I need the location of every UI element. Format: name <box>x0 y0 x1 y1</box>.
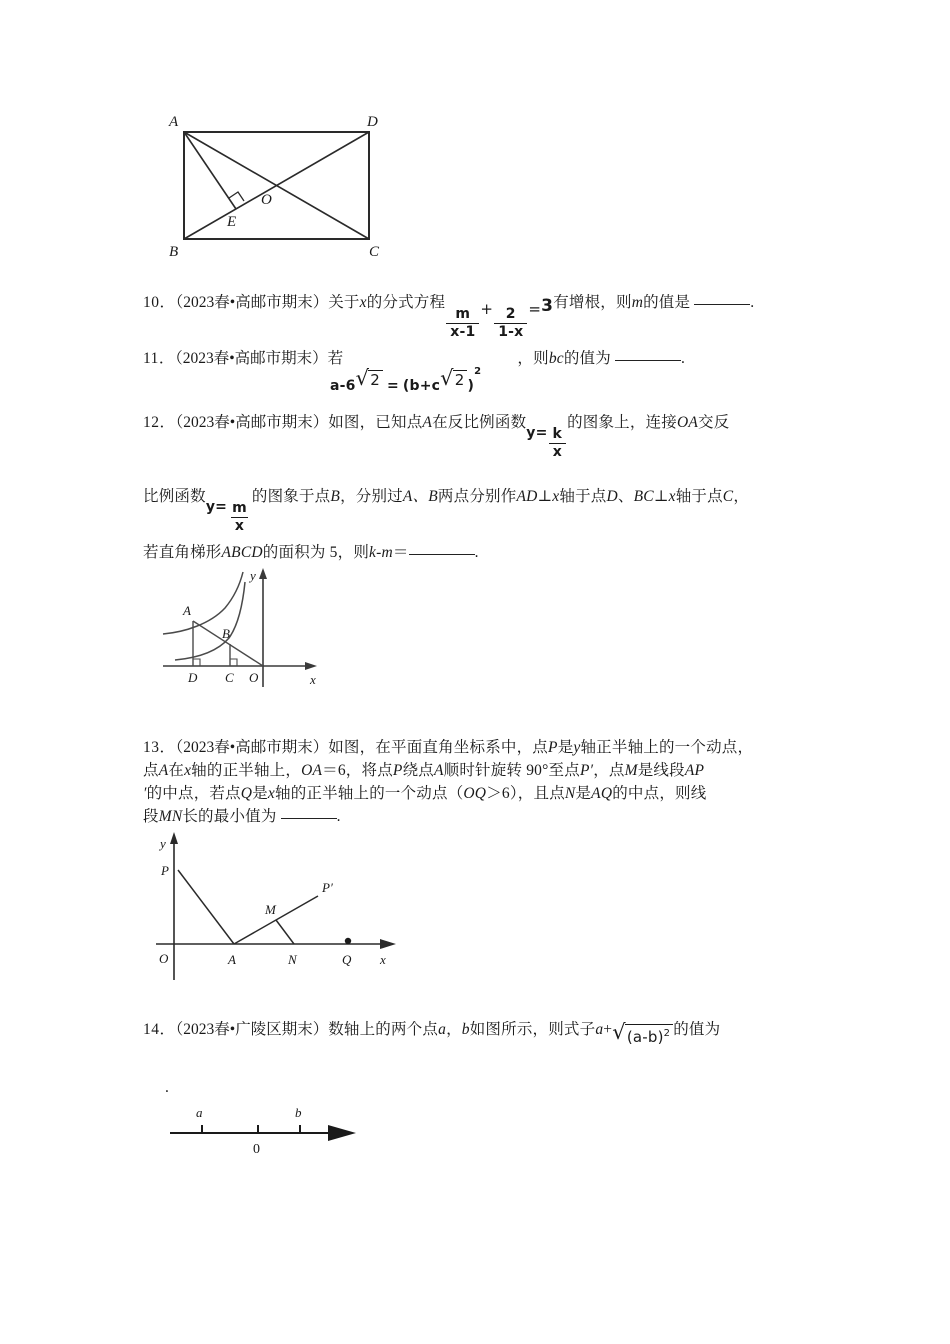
q12-l2-x1: x <box>552 488 560 505</box>
figure2-label-B: B <box>222 626 230 641</box>
q12-l2-h: ， <box>733 488 750 505</box>
q12-l1-a: 如图，已知点 <box>328 414 423 431</box>
q13-l2-A: A <box>158 762 169 779</box>
figure3-label-N: N <box>288 952 297 967</box>
figure3-label-Pprime: P′ <box>322 880 333 895</box>
question-12-answer-blank[interactable] <box>409 554 475 555</box>
q12-fn1-denominator: x <box>549 443 566 460</box>
figure3-label-y: y <box>160 836 166 851</box>
q13-l1-c: 轴正半轴上的一个动点， <box>580 739 754 756</box>
q12-l1-c: 的图象上，连接 <box>567 414 677 431</box>
figure1-label-A: A <box>169 114 179 130</box>
q11-radical-right <box>440 366 467 390</box>
question-10-plus: + <box>480 300 494 318</box>
q12-l2-e: 轴于点 <box>559 488 607 505</box>
q11-right-open: (b+c <box>402 378 441 394</box>
q12-l1-d: 交反 <box>698 414 730 431</box>
figure2-label-x: x <box>310 672 316 687</box>
q12-l2-x2: x <box>668 488 676 505</box>
q13-l2-d: ＝6，将点 <box>322 762 393 779</box>
q12-fn2-denominator: x <box>231 517 248 534</box>
q13-l3-g: 的中点，则线 <box>612 785 707 802</box>
q13-l2-e: 绕点 <box>402 762 434 779</box>
q13-l4-period: . <box>336 808 341 825</box>
figure-coordinate-rotation <box>152 828 422 993</box>
figure-number-line <box>160 1095 390 1165</box>
q12-l2-f: 、 <box>617 488 634 505</box>
q13-l2-Pprime: P′ <box>579 762 594 779</box>
question-10-text-after: 有增根，则 <box>553 294 632 311</box>
figure3-label-A: A <box>228 952 236 967</box>
radical-sign-icon: √ <box>355 366 370 390</box>
stray-period-text: . <box>165 1079 170 1096</box>
q14-radicand-power: 2 <box>663 1028 671 1039</box>
question-10-number: 10． <box>143 294 176 311</box>
q12-fn1-y: y= <box>526 425 548 441</box>
figure1-label-C: C <box>369 244 380 258</box>
question-10-text-mid: 的分式方程 <box>366 294 446 311</box>
q12-l1-b: 在反比例函数 <box>432 414 527 431</box>
question-14-source: （2023春•广陵区期末） <box>175 1021 329 1038</box>
question-11-var-bc: bc <box>548 350 564 367</box>
q11-minus-6: -6 <box>339 378 356 394</box>
q14-radical <box>612 1020 673 1046</box>
radical-sign-icon: √ <box>440 366 454 390</box>
figure1-label-B: B <box>169 244 179 258</box>
q12-l2-C: C <box>722 488 734 505</box>
figure4-label-a: a <box>196 1105 203 1120</box>
q13-l1-y: y <box>573 739 581 756</box>
question-10-var-x: x <box>359 294 367 311</box>
q14-text-b: 如图所示，则式子 <box>469 1021 596 1038</box>
q14-expr-a: a <box>595 1021 604 1038</box>
question-11-source: （2023春•高邮市期末） <box>174 350 328 367</box>
question-10-var-m: m <box>631 294 644 311</box>
q13-l3-x: x <box>267 785 275 802</box>
figure-rectangle-abcd <box>160 108 400 258</box>
question-11-answer-blank[interactable] <box>615 360 681 361</box>
question-11-text-before: 若 <box>327 350 344 367</box>
q11-radicand-left: 2 <box>368 370 383 388</box>
q12-fn1-fraction <box>549 427 567 459</box>
q13-l3-b: 的中点，若点 <box>146 785 241 802</box>
q13-l1-P: P <box>548 739 558 756</box>
q14-text-a: 数轴上的两个点 <box>328 1021 439 1038</box>
q12-l2-g: 轴于点 <box>675 488 723 505</box>
figure4-label-b: b <box>295 1105 302 1120</box>
q12-l3-minus: - <box>376 544 382 561</box>
q13-l3-N: N <box>564 785 576 802</box>
q12-fn2-y: y= <box>205 499 228 515</box>
question-12-source: （2023春•高邮市期末） <box>175 414 329 431</box>
question-10-answer-blank[interactable] <box>694 304 750 305</box>
fraction-2-denominator: 1-x <box>494 323 527 340</box>
q13-l4-a: 段 <box>143 808 159 825</box>
q14-var-b: b <box>461 1021 470 1038</box>
q12-l3-a: 若直角梯形 <box>143 544 222 561</box>
question-13-source: （2023春•高邮市期末） <box>175 739 329 756</box>
q12-l2-c: ，分别过 <box>340 488 403 505</box>
q13-l2-P: P <box>392 762 403 779</box>
q12-l3-ABCD: ABCD <box>221 544 263 561</box>
figure1-label-D: D <box>367 114 378 130</box>
question-10-fraction-2 <box>494 307 527 339</box>
q13-l1-b: 是 <box>557 739 574 756</box>
question-10-fraction-1 <box>446 307 479 339</box>
q13-l2-b: 在 <box>168 762 185 779</box>
figure2-label-A: A <box>183 603 191 618</box>
q13-l3-e: ＞6），且点 <box>486 785 565 802</box>
question-10 <box>143 288 754 339</box>
figure2-label-O: O <box>249 670 259 685</box>
question-10-equals: = <box>528 300 542 318</box>
q14-text-c: 的值为 <box>673 1021 721 1038</box>
question-10-rhs: 3 <box>541 296 554 316</box>
q14-expr-plus: + <box>603 1021 613 1038</box>
q13-l2-A2: A <box>433 762 444 779</box>
q12-l2-D: D <box>606 488 618 505</box>
question-13-answer-blank[interactable] <box>281 818 337 819</box>
q13-l4-b: 长的最小值为 <box>182 808 277 825</box>
q14-radicand <box>625 1024 673 1045</box>
q14-comma: ， <box>446 1021 462 1038</box>
question-10-text-before: 关于 <box>328 294 360 311</box>
q13-l2-c: 轴的正半轴上， <box>191 762 302 779</box>
q12-l2-BC: BC <box>633 488 654 505</box>
question-10-text-tail: 的值是 <box>643 294 691 311</box>
q12-l1-A: A <box>422 414 433 431</box>
fraction-1-denominator: x-1 <box>446 323 479 340</box>
q11-radicand-right: 2 <box>453 370 468 388</box>
question-11-equation <box>330 357 481 401</box>
question-11-text-after: ，则 <box>517 350 549 367</box>
figure1-label-O: O <box>261 192 272 208</box>
figure3-label-Q: Q <box>342 952 352 967</box>
q14-radicand-expr: (a-b) <box>626 1028 664 1046</box>
figure3-label-O: O <box>159 951 169 966</box>
question-10-source: （2023春•高邮市期末） <box>175 294 329 311</box>
question-12-line-2 <box>143 482 749 533</box>
q13-l2-g: ，点 <box>593 762 625 779</box>
q12-l2-a: 比例函数 <box>143 488 206 505</box>
question-12-line-1 <box>143 408 729 459</box>
question-14-number: 14． <box>143 1021 176 1038</box>
q11-right-power: 2 <box>474 366 482 377</box>
q13-l1: 如图，在平面直角坐标系中，点 <box>328 739 549 756</box>
q13-l4-MN: MN <box>158 808 183 825</box>
q12-l2-b: 的图象于点 <box>251 488 331 505</box>
q13-l3-a: ′ <box>143 785 147 802</box>
q12-l2-perp1: ⊥ <box>537 488 553 505</box>
q12-fn2-fraction <box>228 501 251 533</box>
question-12-number: 12． <box>143 414 176 431</box>
q13-l2-f: 顺时针旋转 90°至点 <box>443 762 580 779</box>
q13-l3-f: 是 <box>575 785 592 802</box>
q11-right-close: ) <box>467 378 475 394</box>
q13-l3-c: 是 <box>252 785 268 802</box>
q13-l2-OA: OA <box>301 762 323 779</box>
question-11-period: . <box>681 350 686 367</box>
q11-a: a <box>330 378 340 394</box>
q13-l3-Q: Q <box>240 785 253 802</box>
question-14 <box>143 1015 720 1045</box>
q13-l2-a: 点 <box>143 762 159 779</box>
q13-l2-AP: AP <box>684 762 705 779</box>
fraction-2-numerator: 2 <box>505 306 516 322</box>
question-11-number: 11． <box>143 350 175 367</box>
fraction-1-numerator: m <box>455 306 471 322</box>
q14-var-a: a <box>438 1021 447 1038</box>
q13-l2-M: M <box>624 762 638 779</box>
q12-l2-AB: A、B <box>402 488 438 505</box>
q12-l3-m: m <box>381 544 393 561</box>
q13-l3-OQ: OQ <box>463 785 487 802</box>
q13-l3-d: 轴的正半轴上的一个动点（ <box>275 785 464 802</box>
q12-l3-k: k <box>369 544 377 561</box>
figure2-label-C: C <box>225 670 234 685</box>
figure1-label-E: E <box>227 214 237 230</box>
q12-fn2-numerator: m <box>232 500 247 516</box>
q12-l1-OA: OA <box>676 414 699 431</box>
question-13-number: 13． <box>143 739 176 756</box>
q12-l2-d: 两点分别作 <box>437 488 517 505</box>
q12-l2-perp2: ⊥ <box>653 488 669 505</box>
q12-fn1-numerator: k <box>552 426 563 442</box>
q13-l3-AQ: AQ <box>591 785 613 802</box>
q12-l2-AD: AD <box>516 488 538 505</box>
q12-l3-b: 的面积为 5，则 <box>262 544 370 561</box>
figure3-label-M: M <box>265 902 276 917</box>
radical-sign-icon: √ <box>612 1020 626 1044</box>
q12-l3-period: . <box>474 544 479 561</box>
question-11-text-tail: 的值为 <box>563 350 611 367</box>
figure2-label-y: y <box>250 568 256 583</box>
figure3-label-P: P <box>161 863 169 878</box>
figure4-label-zero: 0 <box>253 1142 260 1157</box>
q13-l2-h: 是线段 <box>637 762 685 779</box>
question-10-period: . <box>750 294 755 311</box>
q11-equals: = <box>386 378 399 394</box>
figure-hyperbola-graph <box>155 562 365 697</box>
figure3-label-x: x <box>380 952 386 967</box>
q12-l3-eq: ＝ <box>392 544 409 561</box>
q11-radical-left <box>355 366 383 390</box>
q13-l2-x: x <box>184 762 192 779</box>
figure2-label-D: D <box>188 670 198 685</box>
q12-l2-B: B <box>330 488 341 505</box>
